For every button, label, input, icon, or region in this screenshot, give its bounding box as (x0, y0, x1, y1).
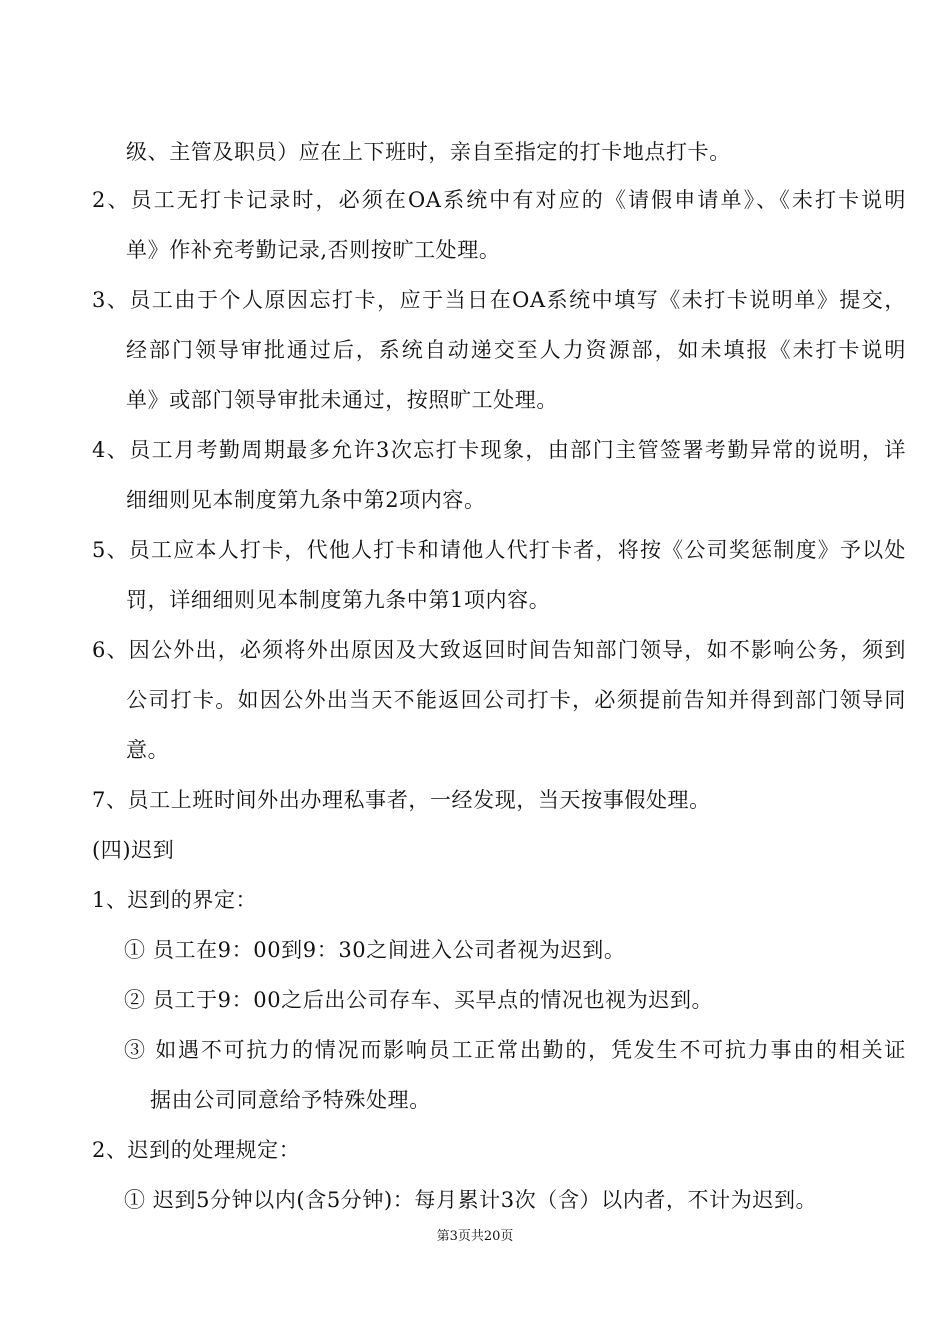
text-line: 3、员工由于个人原因忘打卡，应于当日在OA系统中填写《未打卡说明单》提交， (92, 288, 906, 312)
text-line: 公司打卡。如因公外出当天不能返回公司打卡，必须提前告知并得到部门领导同 (126, 688, 906, 712)
section-heading: (四)迟到 (92, 838, 175, 862)
text-line: 单》作补充考勤记录,否则按旷工处理。 (126, 238, 501, 262)
text-line: 经部门领导审批通过后，系统自动递交至人力资源部，如未填报《未打卡说明 (126, 338, 906, 362)
text-line: 2、员工无打卡记录时，必须在OA系统中有对应的《请假申请单》、《未打卡说明 (92, 188, 906, 212)
list-item: ③ 如遇不可抗力的情况而影响员工正常出勤的，凭发生不可抗力事由的相关证 (124, 1038, 906, 1062)
text-line: 意。 (126, 738, 170, 762)
text-line: 级、主管及职员）应在上下班时，亲自至指定的打卡地点打卡。 (126, 140, 731, 164)
page-number-footer: 第3页共20页 (436, 1229, 514, 1244)
text-line: 据由公司同意给予特殊处理。 (150, 1088, 431, 1112)
text-line: 1、迟到的界定： (92, 888, 258, 912)
text-line: 6、因公外出，必须将外出原因及大致返回时间告知部门领导，如不影响公务，须到 (92, 638, 906, 662)
text-line: 单》或部门领导审批未通过，按照旷工处理。 (126, 388, 558, 412)
list-item: ② 员工于9：00之后出公司存车、买早点的情况也视为迟到。 (124, 988, 714, 1012)
text-line: 罚，详细细则见本制度第九条中第1项内容。 (126, 588, 551, 612)
text-line: 5、员工应本人打卡，代他人打卡和请他人代打卡者，将按《公司奖惩制度》予以处 (92, 538, 906, 562)
text-line: 细细则见本制度第九条中第2项内容。 (126, 488, 486, 512)
list-item: ① 迟到5分钟以内(含5分钟)：每月累计3次（含）以内者，不计为迟到。 (124, 1188, 818, 1212)
text-line: 7、员工上班时间外出办理私事者，一经发现，当天按事假处理。 (92, 788, 711, 812)
text-line: 2、迟到的处理规定： (92, 1138, 301, 1162)
text-line: 4、员工月考勤周期最多允许3次忘打卡现象，由部门主管签署考勤异常的说明，详 (92, 438, 906, 462)
list-item: ① 员工在9：00到9：30之间进入公司者视为迟到。 (124, 938, 626, 962)
